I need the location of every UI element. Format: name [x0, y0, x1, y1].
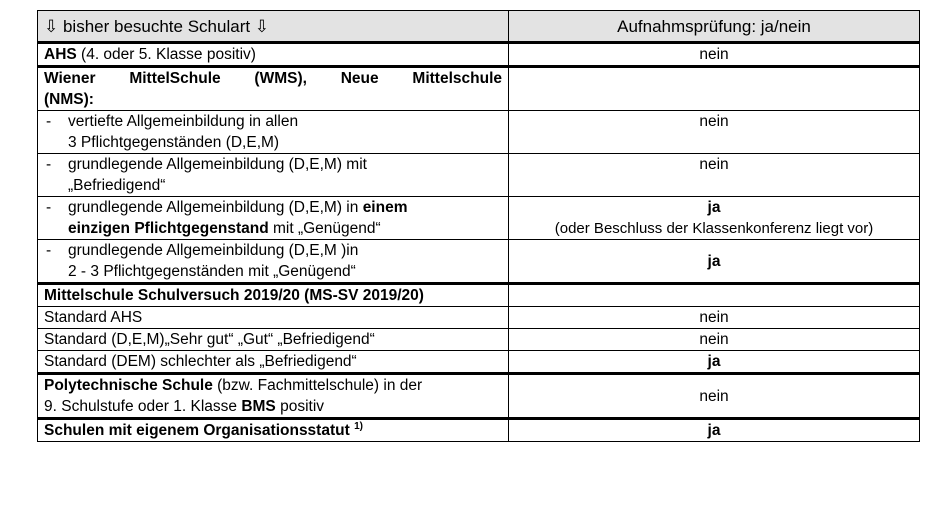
table-row — [38, 43, 920, 67]
row-label-line1: grundlegende Allgemeinbildung (D,E,M )in — [68, 242, 359, 259]
row-label-bold: einzigen Pflichtgegenstand — [68, 220, 269, 237]
row-label — [38, 197, 509, 240]
row-label-bold: Polytechnische Schule — [44, 377, 213, 394]
row-label — [38, 43, 509, 67]
row-label-line2: „Befriedigend“ — [68, 177, 166, 194]
row-label — [38, 419, 509, 442]
table-row — [38, 419, 920, 442]
row-answer: ja — [509, 419, 920, 442]
table-row — [38, 154, 920, 197]
row-label-line1: grundlegende Allgemeinbildung (D,E,M) mit — [68, 156, 367, 173]
row-label-normal: positiv — [275, 398, 325, 415]
row-answer: ja — [509, 351, 920, 374]
row-label: Standard AHS — [38, 307, 509, 329]
footnote-marker: 1) — [354, 420, 363, 432]
section-title-line1: Wiener MittelSchule (WMS), Neue Mittelschule — [44, 70, 502, 87]
row-label-text: Schulen mit eigenem Organisationsstatut — [44, 422, 350, 439]
section-title — [38, 67, 509, 111]
answer-value: ja — [707, 199, 721, 216]
row-label — [38, 111, 509, 154]
row-label-line2: 3 Pflichtgegenständen (D,E,M) — [68, 134, 280, 151]
row-label-normal: mit „Genügend“ — [268, 220, 381, 237]
row-label-bold: AHS — [44, 46, 77, 63]
row-answer: nein — [509, 111, 920, 154]
admission-table — [37, 10, 920, 442]
row-label-normal: 9. Schulstufe oder 1. Klasse — [44, 398, 242, 415]
section-row — [38, 284, 920, 307]
table-row — [38, 351, 920, 374]
header-school-type: ⇩ bisher besuchte Schulart ⇩ — [38, 11, 509, 43]
header-row — [38, 11, 920, 43]
row-answer: ja — [509, 240, 920, 284]
row-answer-empty — [509, 284, 920, 307]
answer-note: (oder Beschluss der Klassenkonferenz liegt vor) — [554, 220, 874, 237]
row-answer: nein — [509, 43, 920, 67]
table-row — [38, 307, 920, 329]
bullet-dash: - — [46, 156, 52, 173]
row-label: Standard (D,E,M)„Sehr gut“ „Gut“ „Befriedigend“ — [38, 329, 509, 351]
header-entrance-exam: Aufnahmsprüfung: ja/nein — [509, 11, 920, 43]
row-label-rest: (4. oder 5. Klasse positiv) — [76, 46, 256, 63]
table-row — [38, 197, 920, 240]
section-title: Mittelschule Schulversuch 2019/20 (MS-SV 2019/20) — [38, 284, 509, 307]
row-answer: nein — [509, 374, 920, 419]
row-label-line1: vertiefte Allgemeinbildung in allen — [68, 113, 299, 130]
row-label-normal: (bzw. Fachmittelschule) in der — [212, 377, 423, 394]
section-row — [38, 67, 920, 111]
row-answer: nein — [509, 307, 920, 329]
row-answer: nein — [509, 154, 920, 197]
section-title-line2: (NMS): — [44, 91, 94, 108]
row-answer-empty — [509, 67, 920, 111]
table-row — [38, 240, 920, 284]
row-answer — [509, 197, 920, 240]
row-label: Standard (DEM) schlechter als „Befriedigend“ — [38, 351, 509, 374]
row-label-bold: BMS — [241, 398, 276, 415]
row-label-bold: einem — [362, 199, 408, 216]
row-label — [38, 374, 509, 419]
table-row — [38, 329, 920, 351]
table-row — [38, 374, 920, 419]
table-row — [38, 111, 920, 154]
row-label — [38, 154, 509, 197]
bullet-dash: - — [46, 113, 52, 130]
bullet-dash: - — [46, 242, 52, 259]
bullet-dash: - — [46, 199, 52, 216]
row-answer: nein — [509, 329, 920, 351]
row-label-normal: grundlegende Allgemeinbildung (D,E,M) in — [68, 199, 363, 216]
row-label — [38, 240, 509, 284]
row-label-line2: 2 - 3 Pflichtgegenständen mit „Genügend“ — [68, 263, 356, 280]
